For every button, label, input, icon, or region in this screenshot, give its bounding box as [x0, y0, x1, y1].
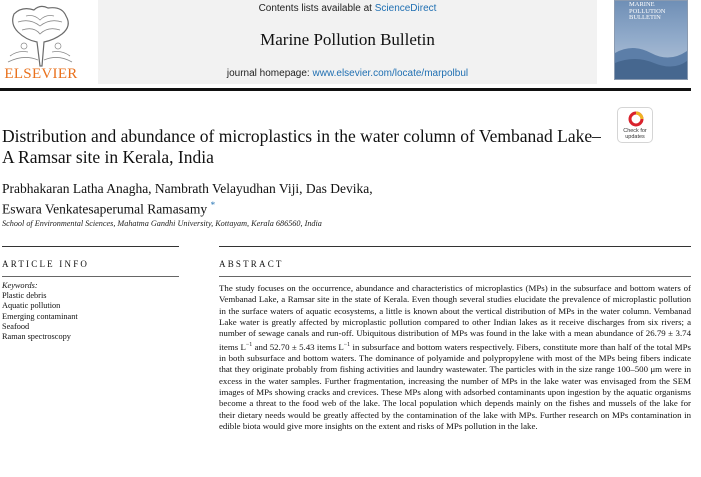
- abstract-part-3: in subsurface and bottom waters respectively. Fibers, constitute more than half of the total MPs in both subsurface and bottom waters. The dominance of polyamide and polypropylene with most of the MPs being fibers indicate that they originate probably from fishing activities and laundry wastewater. The particles with in the size range 100–500 μm were in excess in the water samples. Further fragmentation, increasing the number of MPs in the lake water was envisaged from the SEM images of MPs showing cracks and crevices. These MPs along with adsorbed contaminants upon ingestion by the aquatic organisms become a threat to the food web of the lake. The local population which depends mainly on the fishes and mussels of the lake for their dietary needs would be greatly affected by the contamination of the lake with MPs. Further research on MPs contamination in edible biota would give more insights on the extent and risks of MPs pollution in the lake.: [219, 341, 691, 432]
- abstract-heading: ABSTRACT: [219, 259, 284, 269]
- elsevier-wordmark: ELSEVIER: [4, 66, 78, 82]
- corresponding-author-mark[interactable]: *: [210, 200, 216, 210]
- journal-cover-image[interactable]: [614, 0, 688, 80]
- keyword-item: Raman spectroscopy: [2, 332, 71, 342]
- abstract-subrule: [219, 276, 691, 277]
- abstract-part-1: The study focuses on the occurrence, abundance and characteristics of microplastics (MPs) in the subsurface and bottom waters of Vembanad Lake, a Ramsar site in the state of Kerala. Even though several studies elucidate the prevalence of microplastic pollution in the surface waters of aquatic ecosystems, a little is known about the vertical distribution of MPs in the water column. Vembanad Lake water is greatly affected by microplastic pollution compared to other Indian lakes as it receive discharges from six rivers; a number of sewage canals and run-off. Ubiquitous distribution of MPs was found in the lake with a mean abundance of 26.79 ± 3.74 items L: [219, 283, 691, 352]
- abstract-sup-1: −1: [245, 341, 253, 348]
- check-updates-icon: [628, 111, 644, 127]
- keyword-item: Aquatic pollution: [2, 301, 61, 311]
- authors-line-2: Eswara Venkatesaperumal Ramasamy: [2, 201, 208, 217]
- article-info-rule: [2, 246, 179, 247]
- keyword-item: Plastic debris: [2, 291, 47, 300]
- keyword-item: Seafood: [2, 321, 30, 331]
- journal-title: Marine Pollution Bulletin: [260, 30, 435, 49]
- contents-line: [98, 3, 597, 14]
- keywords-list: [2, 291, 78, 342]
- homepage-line: [98, 68, 597, 79]
- homepage-prefix: journal homepage:: [226, 68, 313, 79]
- abstract-rule: [219, 246, 691, 247]
- keywords-title: Keywords:: [2, 281, 38, 290]
- header-divider: [0, 88, 691, 91]
- abstract-text: [219, 283, 691, 432]
- elsevier-logo[interactable]: [0, 0, 82, 84]
- article-title: Distribution and abundance of microplastics in the water column of Vembanad Lake–A Ramsar site in Kerala, India: [2, 126, 601, 167]
- authors-line-1: Prabhakaran Latha Anagha, Nambrath Velayudhan Viji, Das Devika,: [2, 181, 373, 196]
- abstract-part-2: and 52.70 ± 5.43 items L: [252, 341, 344, 352]
- cover-title: MARINE POLLUTION BULLETIN: [629, 1, 666, 21]
- journal-header: [98, 0, 597, 84]
- author-list: [2, 180, 522, 218]
- sciencedirect-link[interactable]: ScienceDirect: [374, 3, 437, 14]
- contents-prefix: Contents lists available at: [258, 3, 375, 14]
- abstract-sup-2: −1: [343, 341, 351, 348]
- journal-homepage-link[interactable]: www.elsevier.com/locate/marpolbul: [312, 68, 469, 79]
- keyword-item: Emerging contaminant: [2, 311, 78, 321]
- elsevier-tree-icon: [4, 2, 76, 68]
- affiliation: School of Environmental Sciences, Mahatma Gandhi University, Kottayam, Kerala 686560, India: [2, 219, 322, 228]
- cover-wave-graphic: [615, 33, 687, 79]
- check-for-updates-badge[interactable]: [617, 107, 653, 143]
- keywords-rule: [2, 276, 179, 277]
- article-info-heading: ARTICLE INFO: [2, 259, 90, 269]
- check-updates-label: Check for updates: [623, 128, 647, 140]
